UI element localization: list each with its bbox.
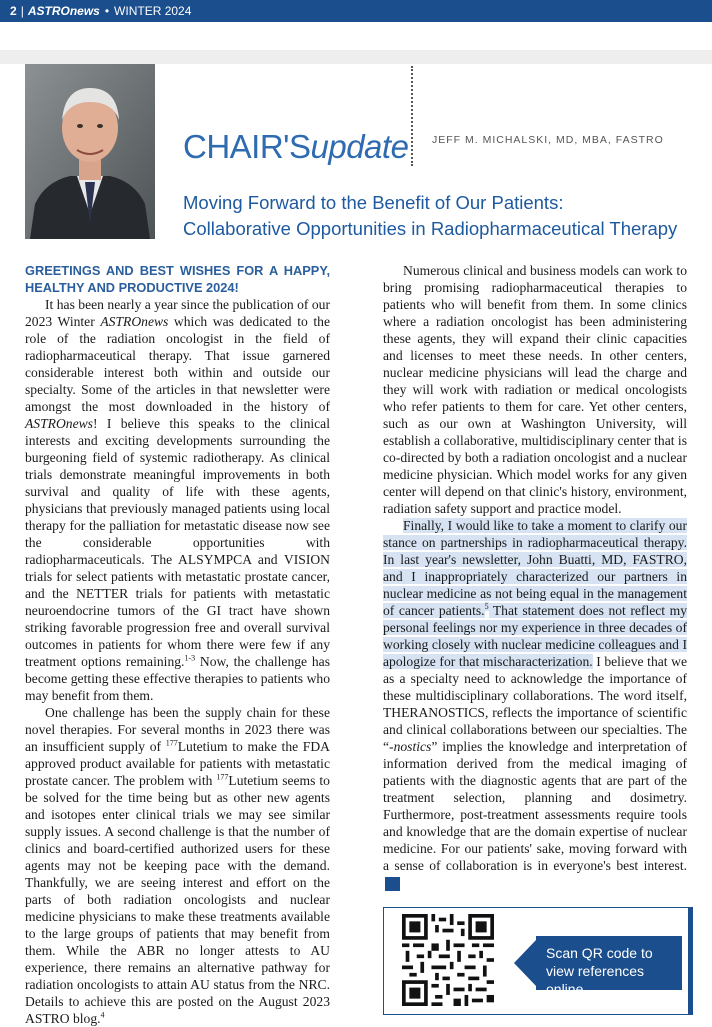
p4-text-a: I believe that we as a specialty need to acknowledge the importance of these multidisciplinary collaborations. The word itself, THERANOSTICS, reflects the importance of scientific and clinical collaborations between our specialties. The “ (383, 654, 687, 754)
header-separator: | (20, 4, 24, 18)
paragraph-4 (383, 517, 687, 891)
p4-nostics: -nostics (389, 739, 432, 754)
p1-magazine: ASTROnews (100, 314, 169, 329)
column-title-chair: CHAIR'S (183, 128, 311, 165)
page-number: 2 (10, 4, 17, 18)
greeting-heading: GREETINGS AND BEST WISHES FOR A HAPPY, HEALTHY AND PRODUCTIVE 2024! (25, 263, 330, 295)
running-header (0, 0, 712, 22)
article-headline (183, 190, 677, 242)
qr-callout-text: Scan QR code to view references online. (546, 945, 653, 997)
p1-magazine-2: ASTROnews (25, 416, 93, 431)
column-title-update: update (310, 128, 409, 165)
column-title (183, 128, 408, 166)
paragraph-2 (25, 704, 330, 1027)
p1-text-d: Now, the challenge has become getting these effective therapies to patients who may benefit from them. (25, 654, 330, 703)
p2-reference: 4 (100, 1010, 105, 1020)
headline-line-2: Collaborative Opportunities in Radiopharmaceutical Therapy (183, 218, 678, 239)
end-mark-icon (385, 877, 400, 891)
column-right (383, 262, 687, 891)
paragraph-1 (25, 296, 330, 704)
divider (411, 66, 413, 166)
paragraph-3: Numerous clinical and business models can work to bring promising radiopharmaceutical therapies to patients who will benefit from them. In some clinics where a radiation oncologist has been administering these agents, they will expand their clinic capacities and licenses to meet these needs. In other centers, nuclear medicine physicians will lead the charge and they will work with radiation or medical oncologists who refer patients to them for care. Yet other centers, such as our own at Washington University, will establish a collaborative, multidisciplinary center that is co-directed by both a radiation oncologist and a nuclear medicine physician. Which model works for any given center will depend on that clinic's history, environment, radiation safety support and practice model. (383, 263, 687, 516)
header-bullet: • (104, 4, 110, 18)
p2-text-a: One challenge has been the supply chain for these novel therapies. For several months in 2023 there was an insufficient supply of (25, 705, 330, 754)
qr-code-box (383, 907, 693, 1015)
column-left (25, 262, 330, 1027)
p4-text-b: ” implies the knowledge and interpretation of information derived from the medical imaging of patients with the diagnostic agents that are part of the treatment selection, planning and dosimetry. Furthermore, post-treatment assessments require tools and knowledge that are the domain expertise of nuclear medicine. For our patients' sake, moving forward with a sense of collaboration is in everyone's best interest. (383, 739, 687, 873)
p2-text-b: Lutetium to make the FDA approved product available for patients with metastatic prostate cancer. The problem with (25, 739, 330, 788)
magazine-name: ASTROnews (27, 4, 100, 18)
header-band (0, 50, 712, 64)
p2-text-c: Lutetium seems to be solved for the time being but as other new agents and isotopes enter clinical trials we may see similar supply issues. A second challenge is that the number of clinics and board-certified authorized users for these agents may not be keeping pace with the demand. Thankfully, we are seeing interest and effort on the parts of both radiation oncologists and nuclear medicine physicians to make these treatments available to the large groups of patients that may benefit from them. While the ABR no longer attests to AU experience, there remains an alternative pathway for radiation oncologists to attain AU status from the NRC. Details to achieve this are posted on the August 2023 ASTRO blog. (25, 773, 330, 1026)
p1-text-b: which was dedicated to the role of the radiation oncologist in the field of radiopharmaceutical therapy. That issue garnered considerable interest both within and outside our specialty. Some of the articles in that newsletter were amongst the most downloaded in the history of (25, 314, 330, 414)
p4-highlight-b: That statement does not reflect my personal feelings nor my experience in three decades of working closely with nuclear medicine colleagues and I apologize for that mischaracterization. (383, 603, 688, 669)
headline-line-1: Moving Forward to the Benefit of Our Patients: (183, 192, 564, 213)
p2-isotope-2: 177 (216, 772, 229, 782)
issue-label: WINTER 2024 (114, 4, 192, 18)
p4-highlight-a: Finally, I would like to take a moment to clarify our stance on partnerships in radiopharmaceutical therapy. In last year's newsletter, John Buatti, MD, FASTRO, and I inappropriately characterized our partners in nuclear medicine as not being equal in the management of cancer patients. (383, 518, 687, 618)
author-byline: JEFF M. MICHALSKI, MD, MBA, FASTRO (432, 134, 664, 146)
p1-text-c: ! I believe this speaks to the clinical interests and exciting developments surrounding the burgeoning field of systemic radiotherapy. As clinical trials demonstrate meaningful improvements in both survival and quality of life with these agents, physicians that previously managed patients using local therapy for the palliation for metastatic disease now see the considerable opportunities with radiopharmaceuticals. The ALSYMPCA and VISION trials for select patients with metastatic prostate cancer, and the NETTER trials for patients with metastatic neuroendocrine tumors of the GI tract have shown striking favorable progression free and overall survival outcomes in patients for whom there were few if any treatment options remaining. (25, 416, 330, 669)
p1-reference: 1-3 (184, 653, 196, 663)
qr-code-icon[interactable] (402, 914, 494, 1006)
p2-isotope-1: 177 (165, 738, 178, 748)
author-photo (25, 64, 155, 239)
p1-text-a: It has been nearly a year since the publication of our 2023 Winter (25, 297, 330, 329)
p4-reference: 5 (484, 602, 489, 612)
